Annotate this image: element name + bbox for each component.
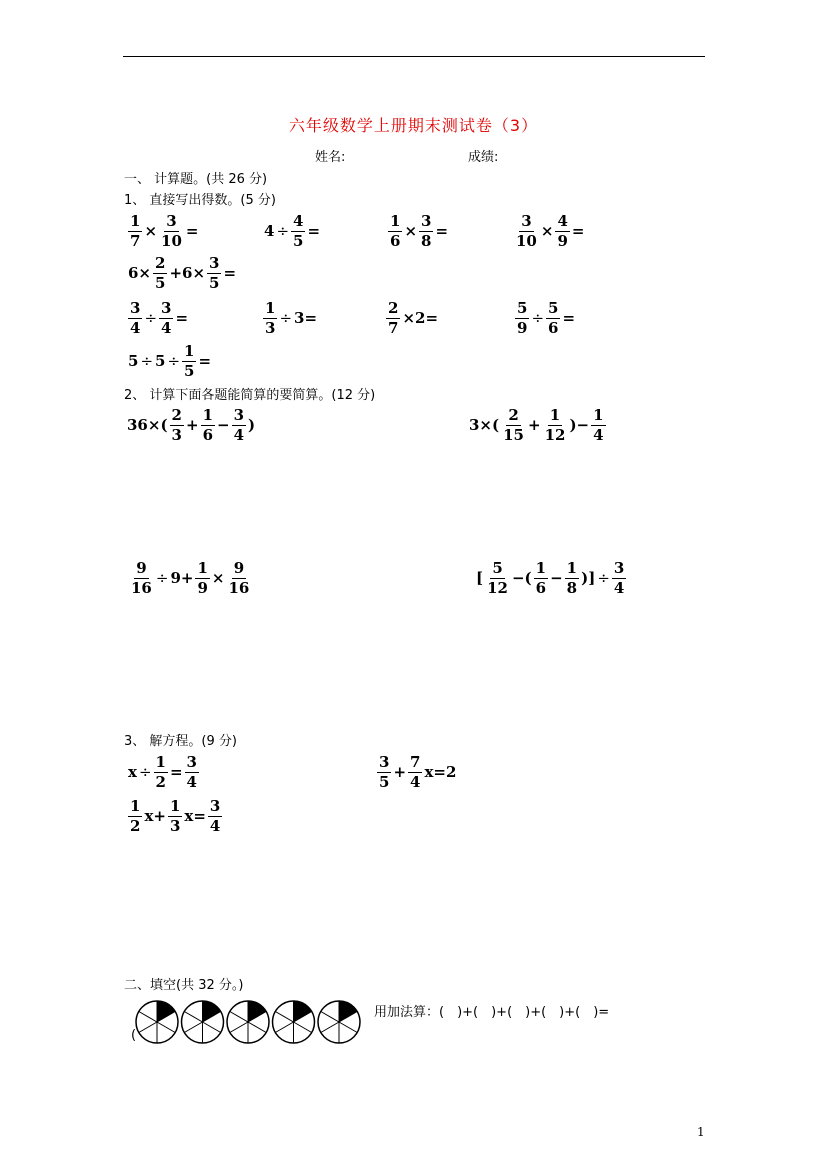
divider-line bbox=[339, 1022, 357, 1033]
operator-text: = bbox=[562, 309, 576, 327]
q1-expression bbox=[263, 209, 321, 253]
shaded-sector bbox=[248, 1001, 266, 1022]
fraction bbox=[546, 298, 560, 337]
numerator: 1 bbox=[566, 558, 578, 577]
operator-text: x+ bbox=[144, 807, 166, 825]
denominator: 9 bbox=[557, 231, 568, 250]
q2-expression bbox=[126, 403, 256, 447]
denominator: 3 bbox=[265, 318, 276, 337]
operator-text: [ bbox=[476, 569, 484, 587]
denominator: 6 bbox=[535, 578, 547, 597]
operator-text: x=2 bbox=[424, 763, 457, 781]
denominator: 4 bbox=[161, 318, 172, 337]
q1-expression bbox=[127, 251, 237, 295]
fraction bbox=[591, 405, 605, 444]
numerator: 1 bbox=[535, 558, 547, 577]
score-label: 成绩: bbox=[468, 150, 499, 165]
q1-expression bbox=[262, 296, 318, 340]
section2-heading: 二、填空(共 32 分。) bbox=[124, 978, 244, 993]
left-paren: ( bbox=[131, 1028, 137, 1043]
q1-expression bbox=[127, 209, 199, 253]
denominator: 4 bbox=[233, 425, 245, 444]
divider-line bbox=[275, 1012, 293, 1023]
fraction bbox=[201, 405, 215, 444]
numerator: 3 bbox=[421, 211, 432, 230]
fraction bbox=[226, 558, 251, 597]
operator-text: 3= bbox=[294, 309, 318, 327]
q1-expression bbox=[387, 209, 449, 253]
operator-text: 5 bbox=[128, 352, 139, 370]
operator-text: +6× bbox=[169, 264, 206, 282]
denominator: 4 bbox=[130, 318, 141, 337]
operator-text: −( bbox=[511, 569, 532, 587]
fraction bbox=[291, 211, 305, 250]
denominator: 12 bbox=[487, 578, 508, 597]
fraction bbox=[128, 796, 142, 835]
numerator: 1 bbox=[202, 405, 213, 424]
numerator: 1 bbox=[390, 211, 401, 230]
q3-equation bbox=[127, 750, 200, 794]
numerator: 3 bbox=[166, 211, 177, 230]
operator-text: × bbox=[211, 569, 225, 587]
fraction bbox=[128, 211, 142, 250]
divider-line bbox=[321, 1012, 339, 1023]
shaded-sector bbox=[339, 1001, 357, 1022]
operator-text: ÷ bbox=[138, 763, 152, 781]
q3-equation bbox=[376, 750, 457, 794]
q1-heading: 1、 直接写出得数。(5 分) bbox=[124, 193, 276, 208]
numerator: 2 bbox=[388, 298, 399, 317]
fraction bbox=[129, 558, 154, 597]
fraction bbox=[185, 752, 199, 791]
fraction bbox=[388, 211, 402, 250]
operator-text: ÷ bbox=[279, 309, 293, 327]
divider-line bbox=[321, 1022, 339, 1033]
fraction-circle bbox=[182, 1001, 224, 1043]
fraction-circle bbox=[318, 1001, 360, 1043]
numerator: 2 bbox=[508, 405, 519, 424]
operator-text: × bbox=[404, 222, 418, 240]
denominator: 6 bbox=[548, 318, 559, 337]
operator-text: 6× bbox=[128, 264, 152, 282]
denominator: 5 bbox=[184, 361, 195, 380]
divider-line bbox=[248, 1022, 266, 1033]
fraction bbox=[195, 558, 209, 597]
fraction bbox=[232, 405, 246, 444]
operator-text: )] bbox=[581, 569, 596, 587]
numerator: 4 bbox=[293, 211, 304, 230]
fraction bbox=[170, 405, 184, 444]
denominator: 2 bbox=[130, 816, 141, 835]
numerator: 3 bbox=[186, 752, 197, 771]
operator-text: = bbox=[435, 222, 449, 240]
denominator: 12 bbox=[544, 425, 566, 444]
page-number: 1 bbox=[697, 1125, 705, 1139]
operator-text: 5 bbox=[155, 352, 166, 370]
numerator: 2 bbox=[155, 253, 166, 272]
operator-text: × bbox=[540, 222, 554, 240]
denominator: 5 bbox=[155, 273, 166, 292]
numerator: 3 bbox=[379, 752, 390, 771]
fraction bbox=[128, 298, 142, 337]
numerator: 1 bbox=[155, 752, 166, 771]
fraction-circle bbox=[227, 1001, 269, 1043]
operator-text: = bbox=[175, 309, 189, 327]
numerator: 1 bbox=[184, 341, 195, 360]
operator-text: − bbox=[217, 416, 230, 434]
denominator: 9 bbox=[197, 578, 208, 597]
denominator: 10 bbox=[161, 231, 182, 250]
denominator: 7 bbox=[388, 318, 399, 337]
divider-line bbox=[184, 1022, 202, 1033]
fraction bbox=[543, 405, 568, 444]
operator-text: − bbox=[550, 569, 563, 587]
numerator: 1 bbox=[265, 298, 276, 317]
denominator: 4 bbox=[593, 425, 604, 444]
denominator: 9 bbox=[517, 318, 528, 337]
operator-text: = bbox=[169, 763, 183, 781]
denominator: 3 bbox=[169, 816, 181, 835]
denominator: 16 bbox=[131, 578, 152, 597]
fraction-circle bbox=[273, 1001, 315, 1043]
denominator: 5 bbox=[293, 231, 304, 250]
operator-text: 4 bbox=[264, 222, 275, 240]
header-rule bbox=[123, 56, 705, 57]
numerator: 7 bbox=[410, 752, 421, 771]
operator-text: ) bbox=[248, 416, 256, 434]
fraction bbox=[501, 405, 526, 444]
numerator: 1 bbox=[130, 211, 141, 230]
shaded-sector bbox=[203, 1001, 221, 1022]
q1-expression bbox=[127, 296, 189, 340]
divider-line bbox=[275, 1022, 293, 1033]
shaded-sector bbox=[157, 1001, 175, 1022]
fraction bbox=[377, 752, 391, 791]
fraction bbox=[408, 752, 422, 791]
denominator: 7 bbox=[130, 231, 141, 250]
fraction bbox=[555, 211, 569, 250]
operator-text: × bbox=[144, 222, 158, 240]
operator-text: = bbox=[185, 222, 199, 240]
numerator: 1 bbox=[169, 796, 181, 815]
denominator: 5 bbox=[209, 273, 220, 292]
operator-text: + bbox=[393, 763, 407, 781]
operator-text: ÷ bbox=[531, 309, 545, 327]
divider-line bbox=[230, 1012, 248, 1023]
operator-text: ÷ bbox=[144, 309, 158, 327]
numerator: 3 bbox=[521, 211, 532, 230]
q1-expression bbox=[385, 296, 439, 340]
q1-expression bbox=[514, 296, 576, 340]
fraction bbox=[485, 558, 510, 597]
denominator: 6 bbox=[390, 231, 401, 250]
fraction bbox=[153, 253, 167, 292]
divider-line bbox=[157, 1022, 175, 1033]
fraction bbox=[207, 253, 221, 292]
denominator: 4 bbox=[209, 816, 221, 835]
fraction-circles-svg bbox=[134, 998, 366, 1046]
denominator: 4 bbox=[613, 578, 625, 597]
q2-expression bbox=[475, 556, 627, 600]
fraction-circles bbox=[134, 998, 366, 1050]
q2-heading: 2、 计算下面各题能简算的要简算。(12 分) bbox=[124, 388, 376, 403]
fraction bbox=[565, 558, 579, 597]
operator-text: x= bbox=[184, 807, 206, 825]
operator-text: ÷ bbox=[167, 352, 181, 370]
fraction bbox=[182, 341, 196, 380]
operator-text: = bbox=[223, 264, 237, 282]
denominator: 10 bbox=[516, 231, 537, 250]
fraction bbox=[514, 211, 539, 250]
fraction bbox=[168, 796, 182, 835]
operator-text: + bbox=[527, 416, 541, 434]
operator-text: 36×( bbox=[127, 416, 168, 434]
fraction bbox=[419, 211, 433, 250]
divider-line bbox=[139, 1012, 157, 1023]
denominator: 2 bbox=[155, 772, 166, 791]
denominator: 4 bbox=[186, 772, 197, 791]
fraction bbox=[534, 558, 548, 597]
operator-text: + bbox=[185, 416, 199, 434]
divider-line bbox=[294, 1022, 312, 1033]
divider-line bbox=[230, 1022, 248, 1033]
denominator: 16 bbox=[228, 578, 250, 597]
shaded-sector bbox=[294, 1001, 312, 1022]
numerator: 5 bbox=[517, 298, 528, 317]
numerator: 1 bbox=[197, 558, 208, 577]
operator-text: )− bbox=[569, 416, 590, 434]
q3-heading: 3、 解方程。(9 分) bbox=[124, 734, 237, 749]
operator-text: ÷ bbox=[597, 569, 610, 587]
q3-equation bbox=[127, 794, 223, 838]
q2-expression bbox=[468, 403, 607, 447]
operator-text: ÷ bbox=[155, 569, 169, 587]
numerator: 2 bbox=[171, 405, 182, 424]
denominator: 5 bbox=[379, 772, 390, 791]
divider-line bbox=[139, 1022, 157, 1033]
divider-line bbox=[203, 1022, 221, 1033]
denominator: 4 bbox=[410, 772, 421, 791]
numerator: 9 bbox=[136, 558, 147, 577]
operator-text: ÷ bbox=[276, 222, 290, 240]
fraction bbox=[208, 796, 222, 835]
section1-heading: 一、 计算题。(共 26 分) bbox=[124, 172, 268, 187]
divider-line bbox=[184, 1012, 202, 1023]
numerator: 3 bbox=[209, 796, 221, 815]
operator-text: = bbox=[571, 222, 585, 240]
numerator: 4 bbox=[557, 211, 568, 230]
numerator: 1 bbox=[549, 405, 561, 424]
numerator: 5 bbox=[548, 298, 559, 317]
page-title: 六年级数学上册期末测试卷（3） bbox=[288, 116, 539, 135]
operator-text: 3×( bbox=[469, 416, 500, 434]
numerator: 3 bbox=[233, 405, 245, 424]
q1-expression bbox=[513, 209, 585, 253]
numerator: 1 bbox=[130, 796, 141, 815]
addition-blanks: 用加法算：( )+( )+( )+( )+( )= bbox=[374, 1005, 610, 1020]
operator-text: = bbox=[198, 352, 212, 370]
numerator: 1 bbox=[593, 405, 604, 424]
operator-text: ÷ bbox=[140, 352, 154, 370]
operator-text: = bbox=[307, 222, 321, 240]
numerator: 3 bbox=[209, 253, 220, 272]
numerator: 3 bbox=[161, 298, 172, 317]
denominator: 3 bbox=[171, 425, 182, 444]
name-label: 姓名: bbox=[315, 150, 346, 165]
fraction bbox=[263, 298, 277, 337]
q1-expression bbox=[127, 339, 212, 383]
fraction bbox=[159, 298, 173, 337]
operator-text: ×2= bbox=[402, 309, 439, 327]
denominator: 6 bbox=[202, 425, 213, 444]
denominator: 8 bbox=[566, 578, 578, 597]
fraction bbox=[386, 298, 400, 337]
fraction bbox=[159, 211, 184, 250]
operator-text: x bbox=[128, 763, 137, 781]
numerator: 5 bbox=[492, 558, 503, 577]
fraction-circle bbox=[136, 1001, 178, 1043]
denominator: 15 bbox=[503, 425, 524, 444]
numerator: 9 bbox=[233, 558, 245, 577]
denominator: 8 bbox=[421, 231, 432, 250]
fraction bbox=[612, 558, 626, 597]
fraction bbox=[515, 298, 529, 337]
numerator: 3 bbox=[130, 298, 141, 317]
operator-text: 9+ bbox=[170, 569, 194, 587]
fraction bbox=[154, 752, 168, 791]
q2-expression bbox=[128, 556, 252, 600]
numerator: 3 bbox=[613, 558, 625, 577]
